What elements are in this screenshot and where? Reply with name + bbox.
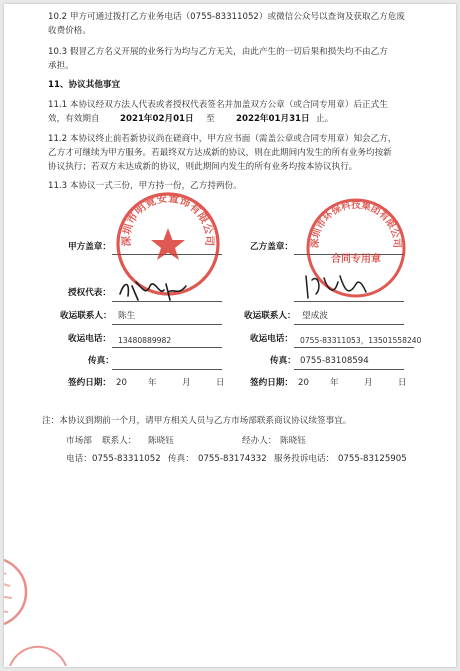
contact-line-a <box>112 324 222 325</box>
clause-11-2-line3: 协议执行；若双方未达成新的协议，则此期间内发生的所有业务均按本协议执行。 <box>48 162 358 172</box>
party-a-seal-label: 甲方盖章： <box>68 242 111 252</box>
note-phone: 0755-83311052 <box>92 454 161 464</box>
clause-10-3-line2: 承担。 <box>48 61 74 71</box>
contact-label-a: 收运联系人： <box>60 311 112 321</box>
clause-11-1-validity-prefix: 效，有效期自 <box>48 114 100 124</box>
phone-b-value: 0755-83311053，13501558240 <box>300 336 422 345</box>
note-handler-label: 经办人： <box>242 436 277 446</box>
phone-label-b: 收运电话： <box>250 334 293 344</box>
contact-label-b: 收运联系人： <box>244 311 296 321</box>
date-b-year: 年 <box>330 378 339 388</box>
note-handler: 陈晓钰 <box>280 436 306 446</box>
clause-10-2-line1: 10.2 甲方可通过拨打乙方业务电话（0755-83311052）或微信公众号以查询及获取乙方危废 <box>48 12 405 22</box>
party-b-seal-label: 乙方盖章： <box>250 242 293 252</box>
clause-11-2-line1: 11.2 本协议终止前若新协议尚在磋商中，甲方应书面（需盖公章或合同专用章）知会乙方， <box>48 134 397 144</box>
date-a-day: 日 <box>216 378 225 388</box>
date-a-year: 年 <box>148 378 157 388</box>
left-edge-seal-fragment <box>4 552 32 632</box>
clause-10-2-line2: 收费价格。 <box>48 26 91 36</box>
party-a-handwritten-signature <box>116 274 194 306</box>
phone-line-b <box>294 347 414 348</box>
fax-label-a: 传真： <box>88 356 114 366</box>
validity-stop: 止。 <box>316 114 334 124</box>
auth-rep-label: 授权代表： <box>68 288 111 298</box>
svg-text:深圳市环保科技集团有限公司 <box>309 199 403 249</box>
clause-11-2-line2: 乙方才可继续为甲方服务。若最终双方达成新的协议，则在此期间内发生的所有业务均按新 <box>48 148 392 158</box>
date-label-b: 签约日期： <box>250 378 293 388</box>
contact-b-value: 望成波 <box>302 311 328 321</box>
validity-start-date: 2021年02月01日 <box>120 114 194 124</box>
party-b-handwritten-signature <box>300 270 370 304</box>
note-phone-label: 电话： <box>66 454 92 464</box>
date-a-month: 月 <box>182 378 191 388</box>
note-complaint-label: 服务投诉电话： <box>274 454 335 464</box>
note-fax-label: 传真： <box>168 454 194 464</box>
note-contact: 陈晓钰 <box>148 436 174 446</box>
note-fax: 0755-83174332 <box>198 454 267 464</box>
contract-page <box>4 4 456 667</box>
date-label-a: 签约日期： <box>68 378 111 388</box>
contact-a-value: 陈生 <box>118 311 136 321</box>
date-b-year-num: 20 <box>298 378 309 388</box>
date-b-month: 月 <box>364 378 373 388</box>
date-b-day: 日 <box>398 378 407 388</box>
fax-line-a <box>112 369 222 370</box>
fax-label-b: 传真： <box>270 356 296 366</box>
fax-line-b <box>294 369 404 370</box>
clause-11-1-line1: 11.1 本协议经双方法人代表或者授权代表签名并加盖双方公章（或合同专用章）后正式生 <box>48 100 388 110</box>
clause-10-3-line1: 10.3 假冒乙方名义开展的业务行为均与乙方无关，由此产生的一切后果和损失均不由乙方 <box>48 47 388 57</box>
note-complaint: 0755-83125905 <box>338 454 407 464</box>
phone-line-a <box>112 347 222 348</box>
section-11-heading: 11、协议其他事宜 <box>48 80 121 90</box>
clause-11-3: 11.3 本协议一式三份，甲方持一份，乙方持两份。 <box>48 181 242 191</box>
note-dept: 市场部 <box>66 436 92 446</box>
contact-line-b <box>294 324 404 325</box>
phone-label-a: 收运电话： <box>68 334 111 344</box>
validity-end-date: 2022年01月31日 <box>236 114 310 124</box>
phone-a-value: 13480889982 <box>118 336 172 345</box>
date-a-year-num: 20 <box>116 378 127 388</box>
party-a-seal-text: 深圳市明竟安置饰有限公司 <box>120 192 216 247</box>
party-b-seal-text: 深圳市环保科技集团有限公司 <box>309 199 403 249</box>
party-b-seal-center: 合同专用章 <box>331 254 381 265</box>
bottom-corner-seal-fragment <box>8 636 68 666</box>
note-contact-label: 联系人： <box>102 436 137 446</box>
validity-to: 至 <box>206 114 215 124</box>
note-line1: 注：本协议到期前一个月，请甲方相关人员与乙方市场部联系商议协议续签事宜。 <box>42 416 352 426</box>
fax-b-value: 0755-83108594 <box>300 356 369 366</box>
